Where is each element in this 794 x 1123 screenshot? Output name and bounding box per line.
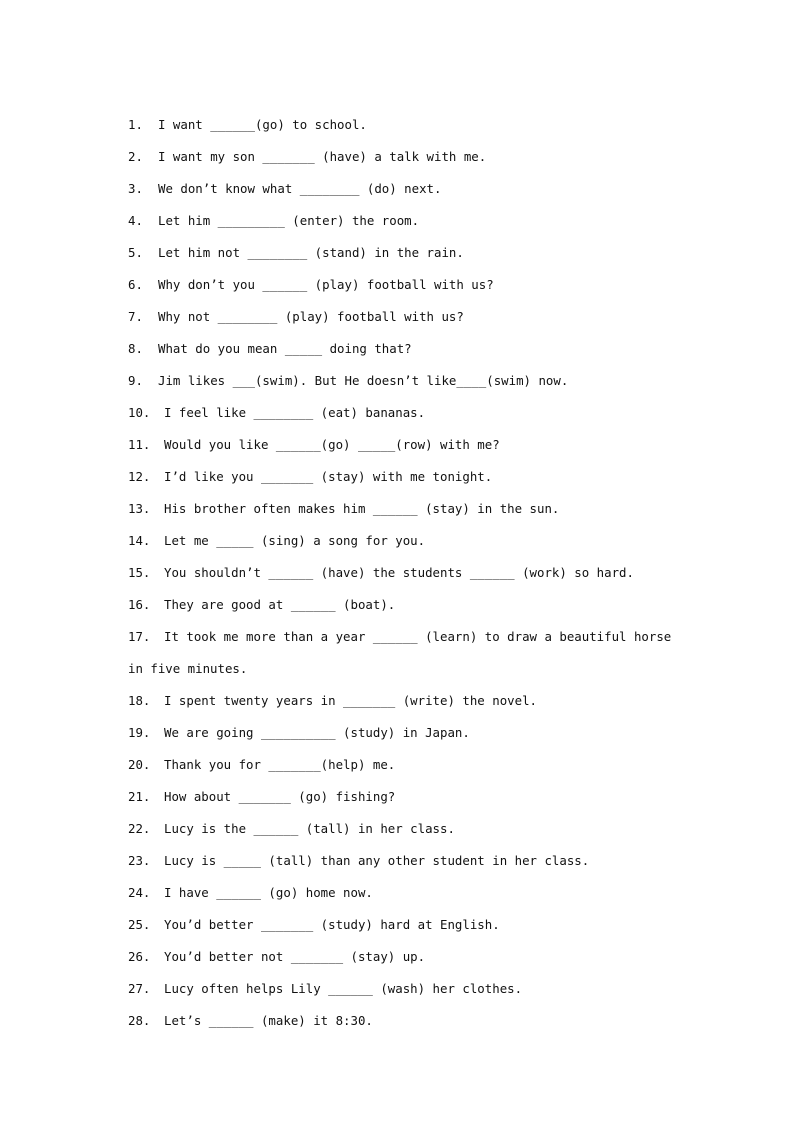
item-text: You’d better not _______ (stay) up. [164,949,426,964]
item-number: 21. [128,789,151,804]
item-text: Why not ________ (play) football with us? [158,309,464,324]
exercise-item-24 [128,877,688,909]
exercise-item-4 [128,205,688,237]
item-number: 4. [128,213,143,228]
item-text: It took me more than a year ______ (learn) to draw a beautiful horse in five minutes. [128,629,679,676]
item-text: What do you mean _____ doing that? [158,341,412,356]
item-text: Thank you for _______(help) me. [164,757,396,772]
exercise-item-27 [128,973,688,1005]
exercise-item-6 [128,269,688,301]
exercise-item-8 [128,333,688,365]
item-number: 17. [128,629,151,644]
item-text: We are going __________ (study) in Japan. [164,725,470,740]
item-number: 26. [128,949,151,964]
item-text: We don’t know what ________ (do) next. [158,181,442,196]
item-number: 24. [128,885,151,900]
item-text: They are good at ______ (boat). [164,597,396,612]
exercise-list [128,109,688,397]
exercise-item-11 [128,429,688,461]
exercise-item-16 [128,589,688,621]
item-number: 15. [128,565,151,580]
item-text: Let him _________ (enter) the room. [158,213,420,228]
item-number: 16. [128,597,151,612]
item-number: 2. [128,149,143,164]
item-text: Lucy often helps Lily ______ (wash) her clothes. [164,981,523,996]
exercise-item-9 [128,365,688,397]
item-number: 28. [128,1013,151,1028]
exercise-item-1 [128,109,688,141]
item-number: 3. [128,181,143,196]
exercise-item-20 [128,749,688,781]
item-number: 9. [128,373,143,388]
item-text: I feel like ________ (eat) bananas. [164,405,426,420]
item-text: Let’s ______ (make) it 8:30. [164,1013,373,1028]
item-text: Why don’t you ______ (play) football with us? [158,277,494,292]
item-number: 1. [128,117,143,132]
item-text: His brother often makes him ______ (stay) in the sun. [164,501,560,516]
item-number: 18. [128,693,151,708]
exercise-item-15 [128,557,688,589]
exercise-item-23 [128,845,688,877]
item-number: 5. [128,245,143,260]
exercise-item-13 [128,493,688,525]
item-number: 11. [128,437,151,452]
exercise-item-7 [128,301,688,333]
item-text: I want ______(go) to school. [158,117,367,132]
exercise-item-25 [128,909,688,941]
item-number: 10. [128,405,151,420]
item-text: I’d like you _______ (stay) with me tonight. [164,469,493,484]
exercise-item-3 [128,173,688,205]
exercise-item-18 [128,685,688,717]
item-number: 6. [128,277,143,292]
item-number: 27. [128,981,151,996]
item-number: 25. [128,917,151,932]
item-text: Let him not ________ (stand) in the rain. [158,245,464,260]
item-text: You shouldn’t ______ (have) the students ______ (work) so hard. [164,565,634,580]
exercise-item-19 [128,717,688,749]
exercise-item-10 [128,397,688,429]
exercise-item-14 [128,525,688,557]
exercise-item-17 [0,621,688,685]
item-text: I want my son _______ (have) a talk with me. [158,149,487,164]
item-number: 13. [128,501,151,516]
exercise-list-continued [128,397,688,685]
item-text: Lucy is _____ (tall) than any other student in her class. [164,853,590,868]
exercise-item-2 [128,141,688,173]
item-text: Would you like ______(go) _____(row) with me? [164,437,500,452]
exercise-item-12 [128,461,688,493]
item-text: Jim likes ___(swim). But He doesn’t like____(swim) now. [158,373,569,388]
exercise-item-21 [128,781,688,813]
item-number: 14. [128,533,151,548]
item-number: 22. [128,821,151,836]
exercise-item-28 [128,1005,688,1037]
item-text: You’d better _______ (study) hard at English. [164,917,500,932]
exercise-item-22 [128,813,688,845]
item-number: 12. [128,469,151,484]
item-number: 23. [128,853,151,868]
item-text: Let me _____ (sing) a song for you. [164,533,426,548]
exercise-item-26 [128,941,688,973]
item-text: I have ______ (go) home now. [164,885,373,900]
exercise-list-final [128,685,688,1037]
item-number: 20. [128,757,151,772]
item-text: Lucy is the ______ (tall) in her class. [164,821,455,836]
item-number: 8. [128,341,143,356]
exercise-item-5 [128,237,688,269]
item-number: 19. [128,725,151,740]
item-number: 7. [128,309,143,324]
item-text: I spent twenty years in _______ (write) the novel. [164,693,537,708]
item-text: How about _______ (go) fishing? [164,789,396,804]
